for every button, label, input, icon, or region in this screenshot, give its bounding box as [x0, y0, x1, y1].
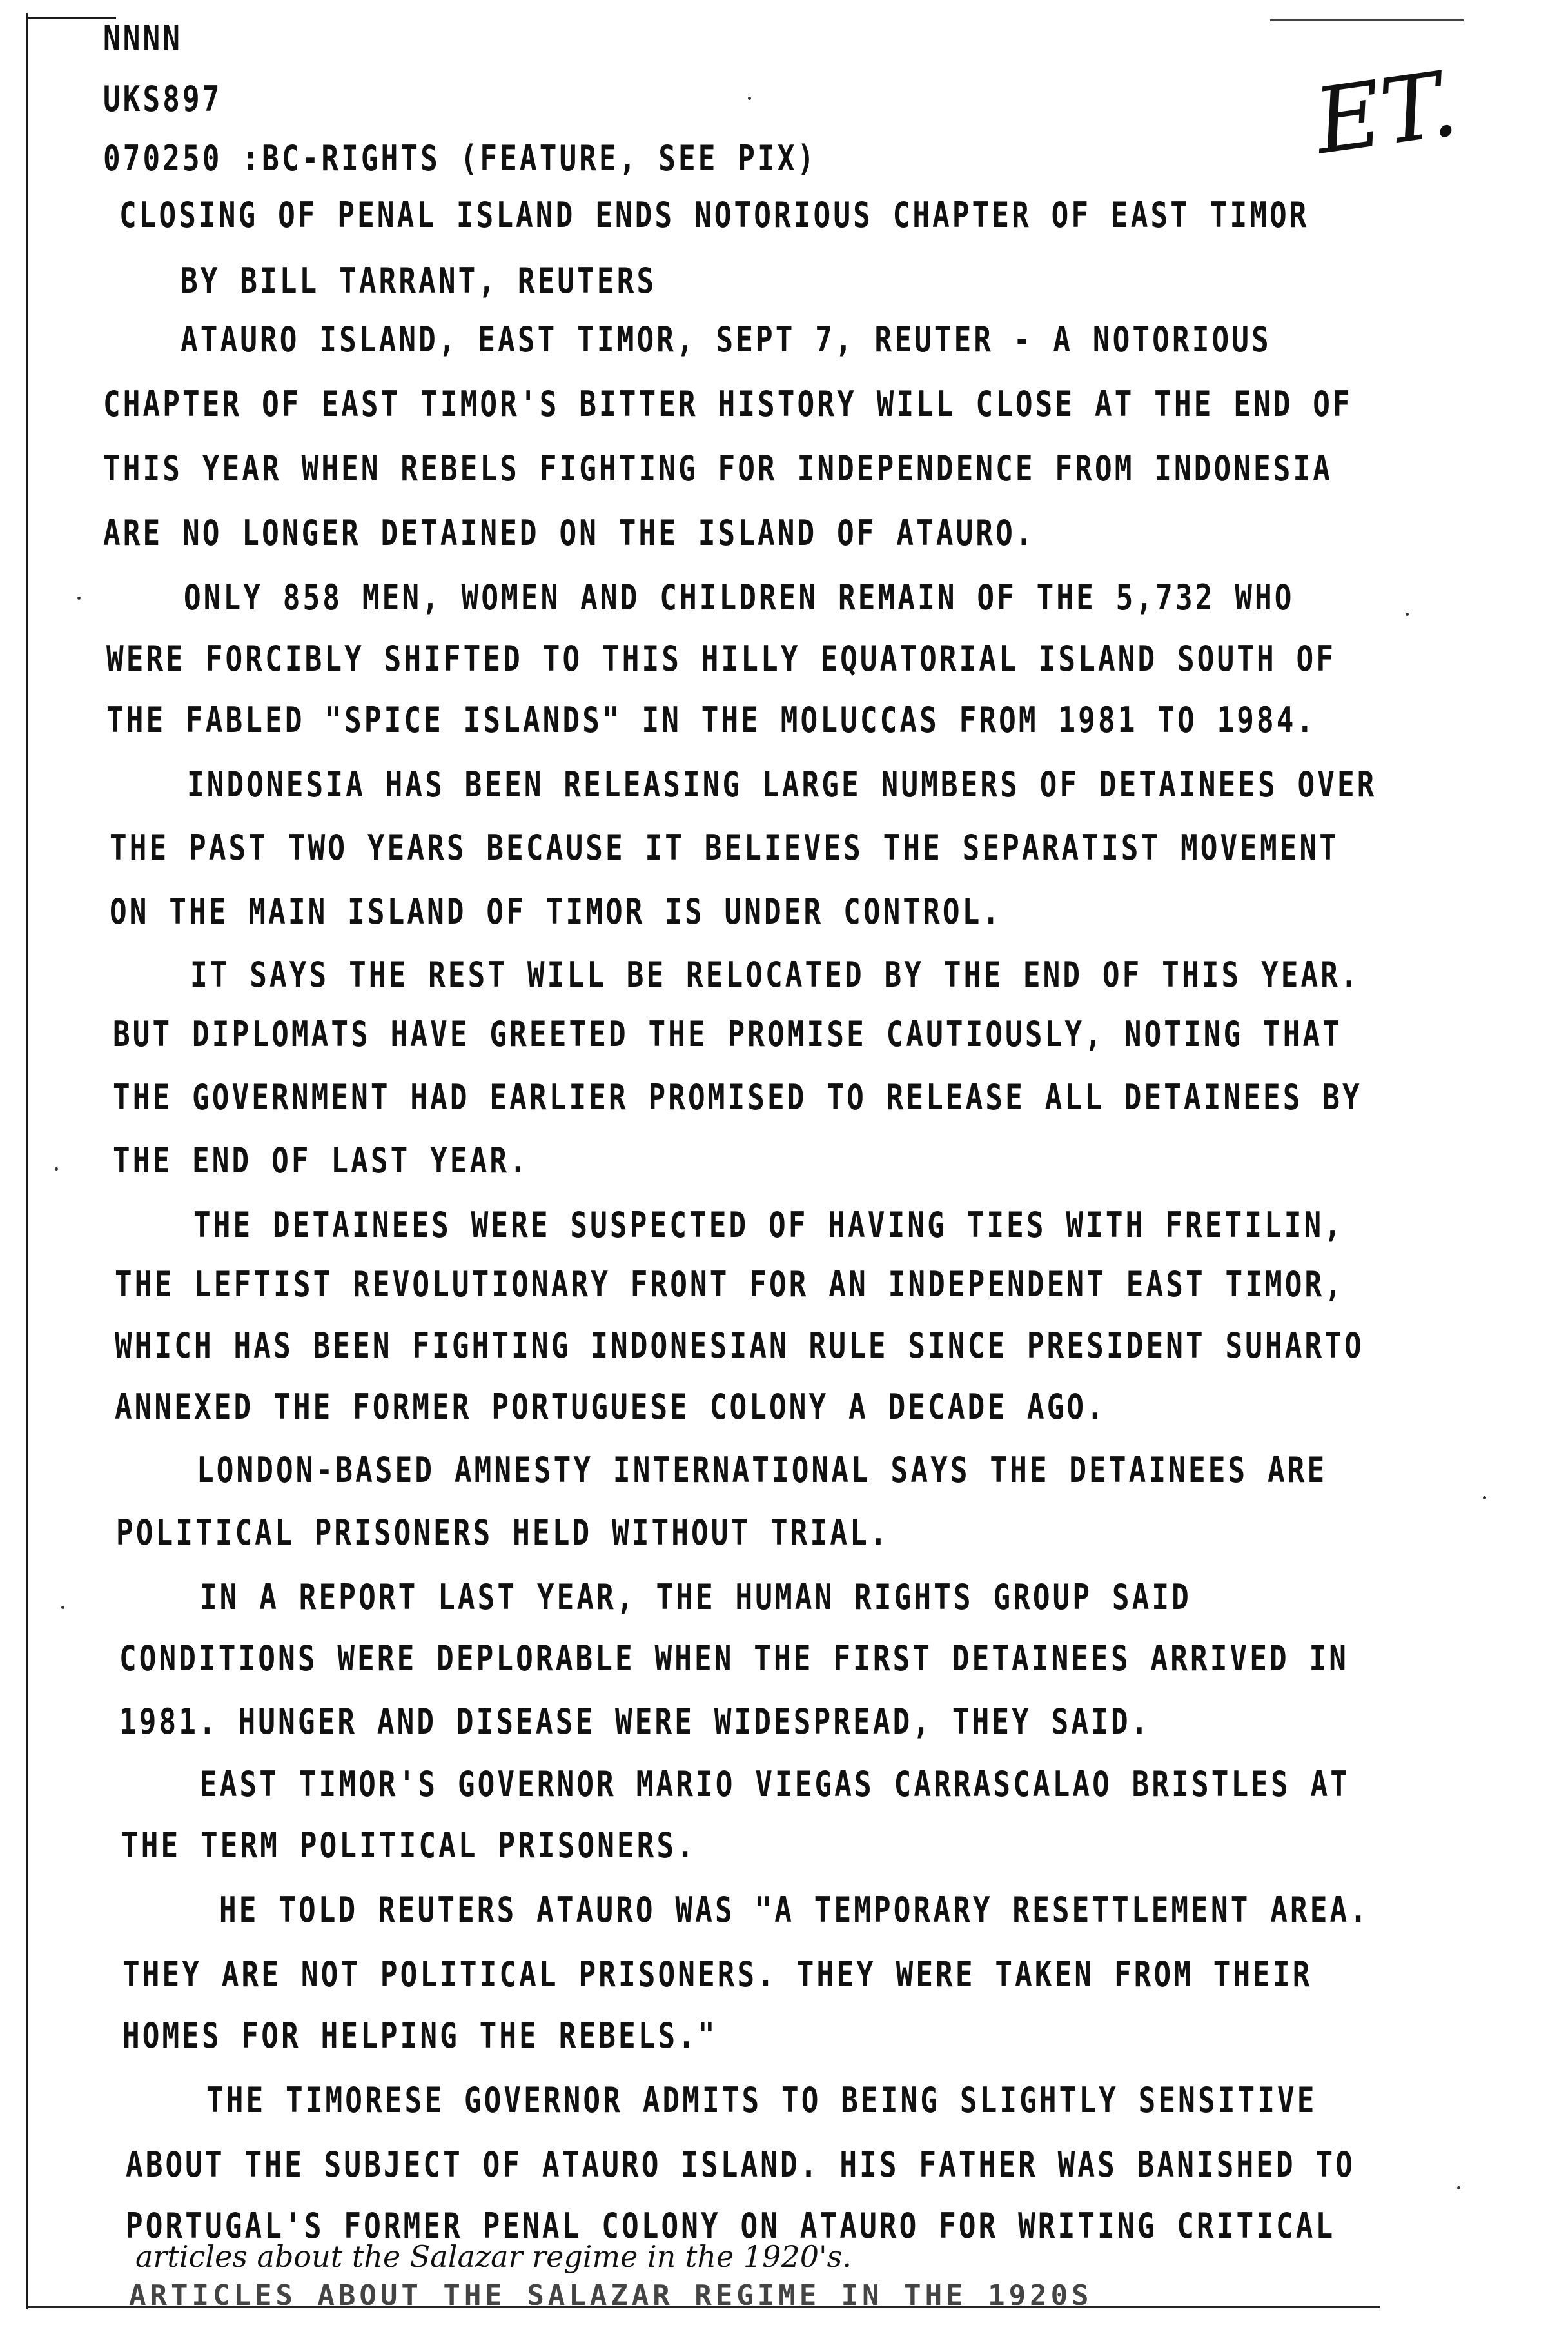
scan-speck: [77, 597, 81, 600]
body-line: CONDITIONS WERE DEPLORABLE WHEN THE FIRST DETAINEES ARRIVED IN: [119, 1638, 1349, 1679]
body-line: THEY ARE NOT POLITICAL PRISONERS. THEY WERE TAKEN FROM THEIR: [122, 1954, 1313, 1995]
body-line: ARE NO LONGER DETAINED ON THE ISLAND OF ATAURO.: [103, 513, 1035, 553]
body-line: WERE FORCIBLY SHIFTED TO THIS HILLY EQUATORIAL ISLAND SOUTH OF: [106, 638, 1337, 679]
handwritten-et-mark: ET.: [1309, 51, 1464, 175]
body-line: THE FABLED "SPICE ISLANDS" IN THE MOLUCCAS FROM 1981 TO 1984.: [106, 700, 1317, 740]
body-line: EAST TIMOR'S GOVERNOR MARIO VIEGAS CARRASCALAO BRISTLES AT: [200, 1764, 1351, 1804]
body-line: THE TERM POLITICAL PRISONERS.: [121, 1825, 697, 1866]
top-margin-rule: [26, 17, 116, 19]
body-line: ATAURO ISLAND, EAST TIMOR, SEPT 7, REUTER - A NOTORIOUS: [181, 319, 1271, 360]
body-line: ANNEXED THE FORMER PORTUGUESE COLONY A DECADE AGO.: [115, 1387, 1106, 1427]
body-line: LONDON-BASED AMNESTY INTERNATIONAL SAYS THE DETAINEES ARE: [197, 1450, 1328, 1490]
body-line: THIS YEAR WHEN REBELS FIGHTING FOR INDEPENDENCE FROM INDONESIA: [103, 448, 1333, 489]
body-line: HOMES FOR HELPING THE REBELS.": [122, 2015, 718, 2056]
byline: BY BILL TARRANT, REUTERS: [181, 261, 657, 301]
scan-speck: [55, 1167, 58, 1170]
bottom-cut-rule: [26, 2306, 1380, 2308]
body-line: BUT DIPLOMATS HAVE GREETED THE PROMISE CAUTIOUSLY, NOTING THAT: [113, 1014, 1343, 1054]
scan-speck: [61, 1606, 64, 1609]
body-line: ON THE MAIN ISLAND OF TIMOR IS UNDER CONTROL.: [110, 891, 1003, 932]
body-line: THE END OF LAST YEAR.: [113, 1140, 529, 1181]
header-uks897: UKS897: [103, 79, 222, 119]
top-right-rule: [1270, 19, 1464, 21]
body-line: ABOUT THE SUBJECT OF ATAURO ISLAND. HIS FATHER WAS BANISHED TO: [126, 2144, 1356, 2185]
body-line: INDONESIA HAS BEEN RELEASING LARGE NUMBERS OF DETAINEES OVER: [187, 764, 1377, 805]
body-line: IN A REPORT LAST YEAR, THE HUMAN RIGHTS GROUP SAID: [200, 1577, 1191, 1617]
header-nnnn: NNNN: [103, 18, 183, 59]
body-line: THE DETAINEES WERE SUSPECTED OF HAVING TIES WITH FRETILIN,: [193, 1205, 1344, 1245]
body-line: CHAPTER OF EAST TIMOR'S BITTER HISTORY WILL CLOSE AT THE END OF: [103, 384, 1353, 424]
body-line: ONLY 858 MEN, WOMEN AND CHILDREN REMAIN OF THE 5,732 WHO: [184, 577, 1295, 618]
scan-speck: [1406, 613, 1409, 616]
body-line: IT SAYS THE REST WILL BE RELOCATED BY THE END OF THIS YEAR.: [190, 954, 1360, 995]
cutoff-line: ARTICLES ABOUT THE SALAZAR REGIME IN THE 1920S: [129, 2279, 1093, 2305]
headline: CLOSING OF PENAL ISLAND ENDS NOTORIOUS CHAPTER OF EAST TIMOR: [119, 195, 1309, 235]
handwritten-note: articles about the Salazar regime in the 1920's.: [135, 2239, 852, 2274]
body-line: THE TIMORESE GOVERNOR ADMITS TO BEING SLIGHTLY SENSITIVE: [206, 2080, 1317, 2120]
body-line: PORTUGAL'S FORMER PENAL COLONY ON ATAURO FOR WRITING CRITICAL: [126, 2206, 1336, 2246]
body-line: THE GOVERNMENT HAD EARLIER PROMISED TO RELEASE ALL DETAINEES BY: [113, 1077, 1362, 1118]
body-line: 1981. HUNGER AND DISEASE WERE WIDESPREAD, THEY SAID.: [119, 1701, 1151, 1742]
scan-speck: [1483, 1496, 1486, 1499]
scan-speck: [1457, 2186, 1460, 2189]
body-line: THE PAST TWO YEARS BECAUSE IT BELIEVES THE SEPARATIST MOVEMENT: [110, 827, 1340, 868]
scan-speck: [748, 97, 751, 100]
body-line: HE TOLD REUTERS ATAURO WAS "A TEMPORARY RESETTLEMENT AREA.: [219, 1890, 1370, 1930]
body-line: POLITICAL PRISONERS HELD WITHOUT TRIAL.: [116, 1512, 890, 1553]
body-line: WHICH HAS BEEN FIGHTING INDONESIAN RULE SINCE PRESIDENT SUHARTO: [115, 1325, 1364, 1366]
body-line: THE LEFTIST REVOLUTIONARY FRONT FOR AN INDEPENDENT EAST TIMOR,: [115, 1264, 1345, 1305]
slug-line: 070250 :BC-RIGHTS (FEATURE, SEE PIX): [103, 138, 818, 179]
left-margin-rule: [26, 13, 28, 2309]
